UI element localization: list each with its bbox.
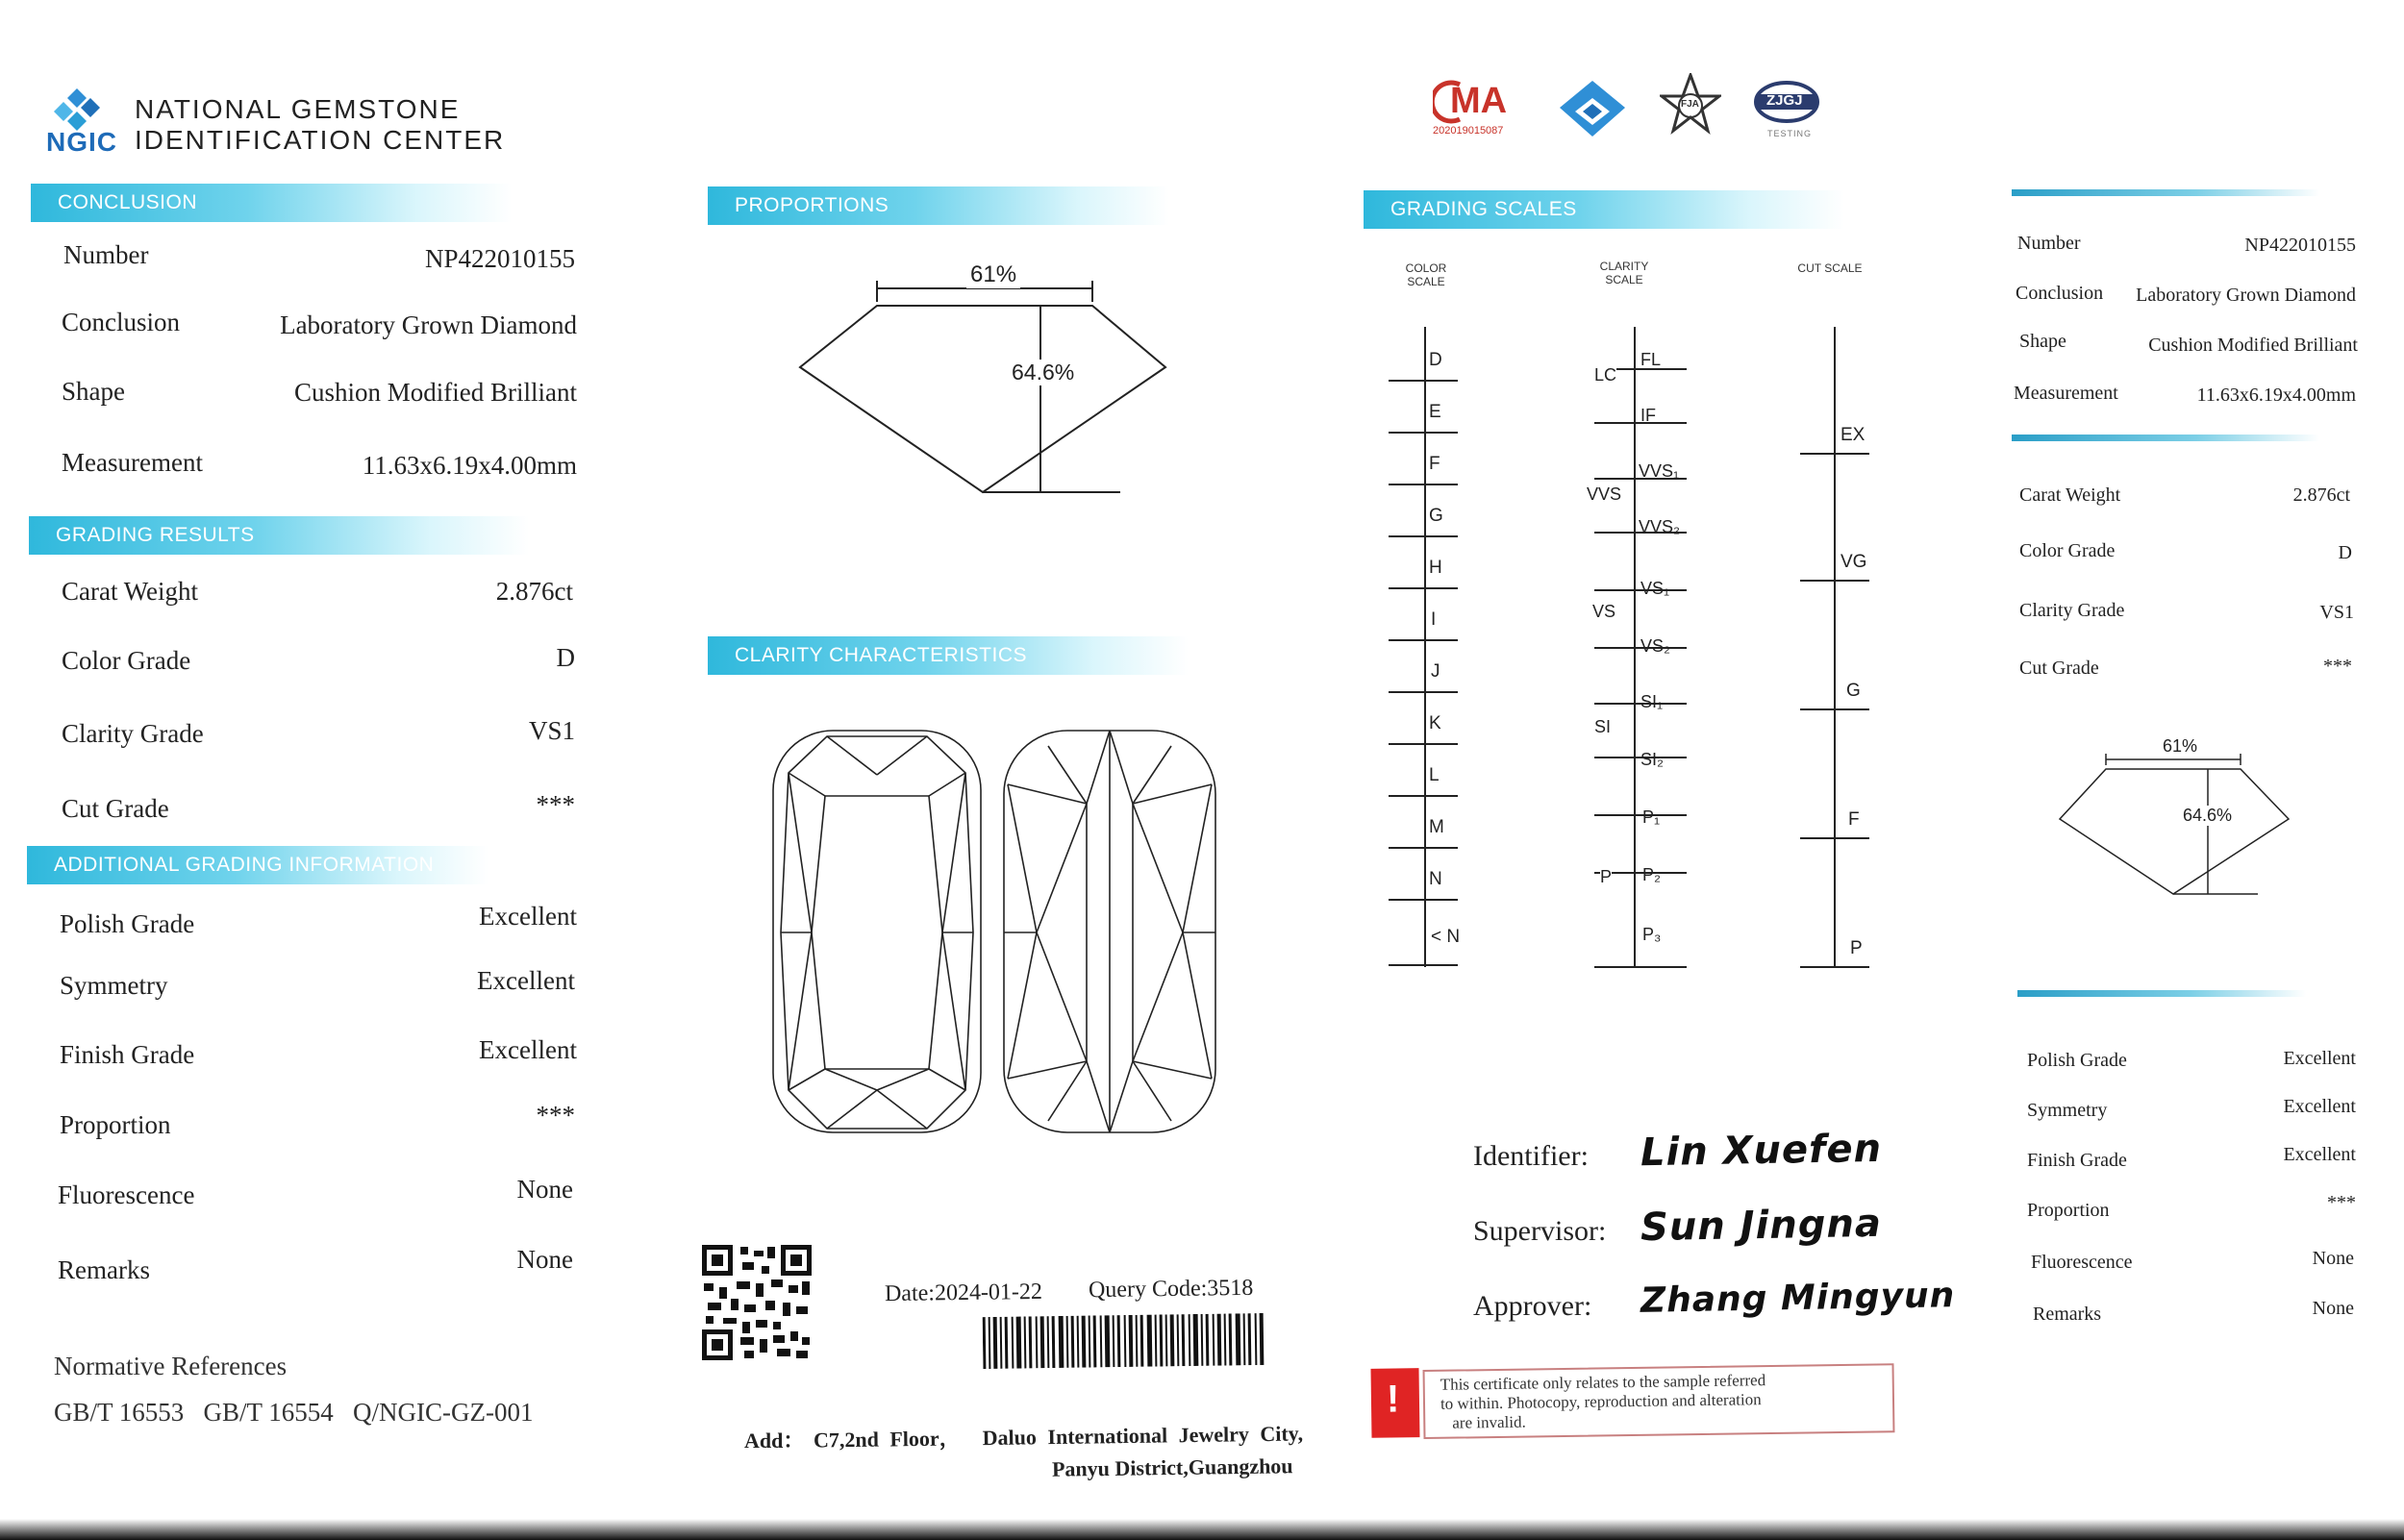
- summary-depth-percent: 64.6%: [2183, 806, 2233, 825]
- row-label: Conclusion: [2016, 283, 2104, 304]
- ngic-small-logo: [1558, 79, 1627, 138]
- row-value: NP422010155: [2244, 235, 2356, 256]
- row-value: Cushion Modified Brilliant: [294, 378, 577, 407]
- color-grade-label: J: [1431, 661, 1440, 682]
- color-grade-label: K: [1429, 713, 1441, 733]
- cut-grade-label: G: [1846, 681, 1861, 701]
- clarity-scale-header: CLARITY SCALE: [1599, 260, 1649, 286]
- row-label: Proportion: [60, 1110, 171, 1139]
- cut-grade-label: VG: [1841, 552, 1867, 572]
- section-clarity: CLARITY CHARACTERISTICS: [708, 636, 1189, 675]
- logo-text: NGIC: [46, 127, 117, 157]
- row-value: Cushion Modified Brilliant: [2148, 335, 2358, 356]
- barcode: [983, 1313, 1268, 1369]
- row-label: Remarks: [2033, 1304, 2102, 1325]
- zjgj-text: ZJGJ: [1766, 92, 1803, 109]
- qr-code: [702, 1245, 812, 1360]
- row-value: 11.63x6.19x4.00mm: [2196, 385, 2356, 406]
- clarity-group-label: P: [1600, 867, 1613, 886]
- row-value: VS1: [528, 716, 575, 745]
- approver-signature: Zhang Mingyun: [1640, 1276, 1956, 1321]
- row-value: None: [2312, 1248, 2354, 1269]
- summary-divider: [2012, 435, 2319, 441]
- proportion-diagram: [789, 260, 1192, 500]
- row-label: Shape: [62, 377, 125, 406]
- disclaimer-box: [1370, 1359, 1896, 1444]
- clarity-grade-label: P₃: [1642, 925, 1662, 944]
- org-name-line2: IDENTIFICATION CENTER: [135, 125, 506, 155]
- identifier-label: Identifier:: [1473, 1140, 1589, 1172]
- row-label: Color Grade: [62, 646, 191, 675]
- row-value: NP422010155: [424, 244, 575, 273]
- address-line1: C7,2nd Floor， Daluo International Jewelry City,: [813, 1421, 1304, 1453]
- section-additional: ADDITIONAL GRADING INFORMATION: [27, 846, 488, 884]
- row-label: Number: [63, 240, 149, 269]
- row-label: Number: [2017, 233, 2081, 254]
- clarity-grade-label: VVS₂: [1639, 517, 1681, 536]
- row-label: Finish Grade: [2027, 1150, 2127, 1171]
- diamond-logo-icon: [1558, 79, 1627, 138]
- fja-logo: [1660, 73, 1721, 135]
- row-label: Clarity Grade: [2019, 600, 2125, 621]
- query-code: Query Code:3518: [1088, 1275, 1254, 1304]
- row-value: ***: [2323, 656, 2352, 677]
- row-value: ***: [536, 1101, 575, 1130]
- issue-date: Date:2024-01-22: [884, 1279, 1043, 1307]
- clarity-group-label: VS: [1592, 602, 1616, 621]
- color-grade-label: D: [1429, 350, 1442, 370]
- row-value: Excellent: [2283, 1096, 2356, 1117]
- row-label: Polish Grade: [60, 909, 195, 938]
- color-scale: [1385, 327, 1462, 971]
- section-conclusion: CONCLUSION: [31, 184, 512, 222]
- row-label: Proportion: [2027, 1200, 2110, 1221]
- supervisor-label: Supervisor:: [1473, 1215, 1607, 1247]
- section-proportions: PROPORTIONS: [708, 186, 1169, 225]
- row-value: VS1: [2319, 602, 2354, 623]
- identifier-signature: Lin Xuefen: [1640, 1126, 1883, 1176]
- row-value: 2.876ct: [2292, 484, 2350, 506]
- color-grade-label: L: [1429, 765, 1440, 785]
- row-label: Shape: [2019, 331, 2066, 352]
- row-value: 11.63x6.19x4.00mm: [362, 451, 577, 480]
- row-value: None: [2312, 1298, 2354, 1319]
- row-label: Carat Weight: [62, 577, 199, 606]
- row-value: Laboratory Grown Diamond: [280, 310, 577, 339]
- clarity-diagram: [769, 727, 1221, 1138]
- section-grading-scales: GRADING SCALES: [1364, 190, 1844, 229]
- row-label: Clarity Grade: [62, 719, 204, 748]
- color-grade-label: H: [1429, 558, 1442, 578]
- row-value: D: [2338, 542, 2352, 563]
- depth-percent: 64.6%: [1012, 360, 1075, 385]
- color-grade-label: N: [1429, 869, 1442, 889]
- row-value: Excellent: [2283, 1144, 2356, 1165]
- clarity-group-label: VVS: [1587, 484, 1622, 504]
- cut-grade-label: F: [1848, 809, 1860, 830]
- row-label: Symmetry: [2027, 1100, 2108, 1121]
- table-percent: 61%: [966, 261, 1020, 288]
- fja-text: FJA: [1681, 99, 1699, 110]
- row-label: Finish Grade: [60, 1040, 195, 1069]
- ngic-logo: [46, 85, 125, 157]
- address-label: Add：: [744, 1428, 805, 1453]
- row-label: Conclusion: [62, 308, 181, 336]
- row-value: Excellent: [2283, 1048, 2356, 1069]
- row-value: 2.876ct: [495, 577, 573, 606]
- clarity-grade-label: VS₂: [1640, 636, 1670, 656]
- row-label: Carat Weight: [2019, 484, 2121, 506]
- clarity-grade-label: VVS₁: [1639, 461, 1680, 481]
- color-grade-label: F: [1429, 454, 1440, 474]
- color-scale-header: COLOR SCALE: [1405, 261, 1447, 288]
- disclaimer-line2: to within. Photocopy, reproduction and alteration: [1440, 1390, 1762, 1413]
- address-line2: Panyu District,Guangzhou: [1051, 1453, 1293, 1481]
- row-label: Cut Grade: [2019, 658, 2099, 679]
- row-label: Color Grade: [2019, 540, 2116, 561]
- warning-icon: !: [1370, 1368, 1419, 1438]
- row-label: Remarks: [58, 1255, 150, 1284]
- clarity-scale: [1587, 327, 1692, 971]
- cma-number: 202019015087: [1433, 125, 1504, 137]
- clarity-group-label: LC: [1594, 365, 1617, 385]
- row-value: ***: [2327, 1192, 2356, 1213]
- cut-grade-label: P: [1850, 938, 1863, 958]
- clarity-grade-label: P₂: [1642, 865, 1661, 884]
- color-grade-label: G: [1429, 506, 1443, 526]
- row-label: Fluorescence: [58, 1180, 195, 1209]
- summary-proportion-diagram: [2056, 736, 2296, 902]
- row-value: Excellent: [477, 966, 575, 995]
- clarity-group-label: SI: [1594, 717, 1612, 736]
- clarity-grade-label: FL: [1640, 350, 1662, 369]
- row-label: Fluorescence: [2031, 1252, 2133, 1273]
- row-label: Polish Grade: [2027, 1050, 2127, 1071]
- testing-text: TESTING: [1767, 129, 1813, 138]
- row-label: Symmetry: [60, 971, 168, 1000]
- row-value: D: [556, 643, 575, 672]
- color-grade-label: I: [1431, 609, 1437, 630]
- page-bottom-edge: [0, 1519, 2404, 1540]
- disclaimer-line3: are invalid.: [1452, 1412, 1526, 1432]
- row-label: Measurement: [2014, 383, 2118, 404]
- approver-label: Approver:: [1473, 1290, 1592, 1322]
- summary-divider: [2012, 189, 2319, 196]
- color-grade-label: E: [1429, 402, 1441, 422]
- references-codes: GB/T 16553 GB/T 16554 Q/NGIC-GZ-001: [54, 1398, 534, 1427]
- clarity-grade-label: SI₁: [1640, 692, 1664, 711]
- row-value: ***: [536, 790, 575, 819]
- cut-scale-header: CUT SCALE: [1797, 261, 1863, 275]
- color-grade-label: M: [1429, 817, 1444, 837]
- row-value: Excellent: [479, 1035, 577, 1064]
- summary-divider: [2017, 990, 2306, 997]
- row-label: Cut Grade: [62, 794, 169, 823]
- row-label: Measurement: [62, 448, 203, 477]
- clarity-grade-label: IF: [1640, 406, 1656, 425]
- clarity-grade-label: VS₁: [1640, 579, 1670, 598]
- cut-grade-label: EX: [1841, 425, 1866, 445]
- supervisor-signature: Sun Jingna: [1640, 1201, 1883, 1251]
- org-name-line1: NATIONAL GEMSTONE: [135, 94, 461, 124]
- clarity-grade-label: SI₂: [1640, 750, 1664, 769]
- zjgj-logo: [1752, 79, 1821, 146]
- references-title: Normative References: [54, 1352, 288, 1380]
- color-grade-label: < N: [1431, 927, 1461, 947]
- row-value: None: [516, 1175, 573, 1204]
- row-value: Excellent: [479, 902, 577, 931]
- cma-text: MA: [1450, 81, 1508, 121]
- section-grading-results: GRADING RESULTS: [29, 516, 529, 555]
- row-value: None: [516, 1245, 573, 1274]
- summary-table-percent: 61%: [2160, 736, 2200, 757]
- row-value: Laboratory Grown Diamond: [2136, 285, 2356, 306]
- cma-logo: [1433, 79, 1519, 140]
- disclaimer-line1: This certificate only relates to the sample referred: [1440, 1371, 1766, 1394]
- clarity-grade-label: P₁: [1642, 807, 1661, 827]
- cut-scale: [1798, 327, 1875, 971]
